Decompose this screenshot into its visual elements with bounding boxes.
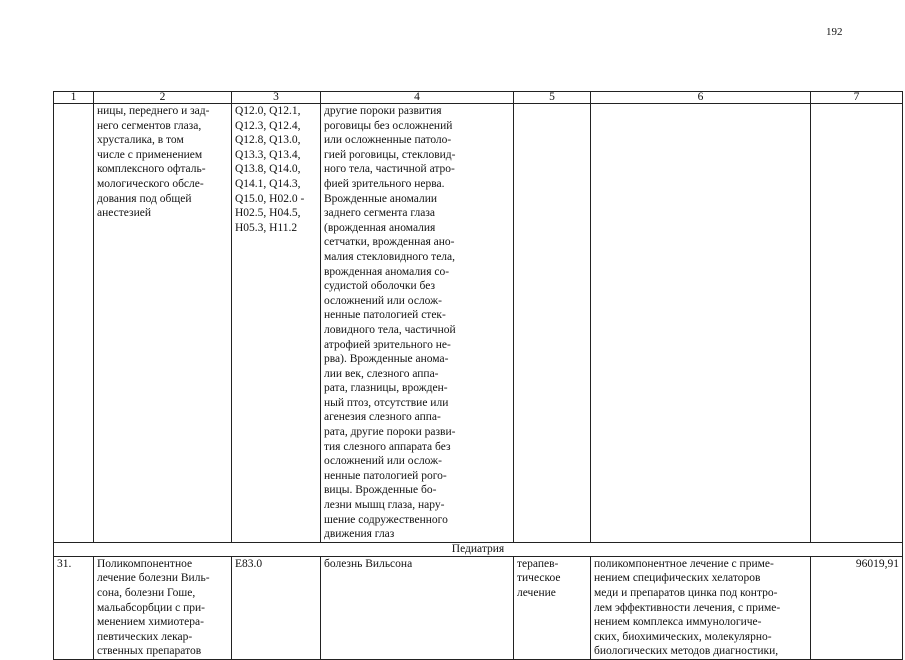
column-header-2: 2: [94, 92, 232, 104]
column-number-row: [54, 92, 903, 104]
cell-number: [54, 104, 94, 543]
column-header-4: 4: [321, 92, 514, 104]
page-number: 192: [826, 26, 843, 38]
column-header-6: 6: [591, 92, 811, 104]
cell-icd-codes: Q12.0, Q12.1, Q12.3, Q12.4, Q12.8, Q13.0, Q13.3, Q13.4, Q13.8, Q14.0, Q14.1, Q14.3, Q15.0, H02.0 - H02.5, H04.5, H05.3, H11.2: [232, 104, 321, 543]
cell-number: 31.: [54, 556, 94, 659]
column-header-7: 7: [811, 92, 903, 104]
cell-patient-model: другие пороки развития роговицы без осложнений или осложненные патоло- гией роговицы, стекловид- ного тела, частичной атро- фией зрительного нерва. Врожденные аномалии заднего сегмента глаза (врожденная аномалия сетчатки, врожденная ано- малия стекловидного тела, врожденная аномалия со- судистой оболочки без осложнений или ослож- ненные патологией стек- ловидного тела, частичной атрофией зрительного не- рва). Врожденные анома- лии век, слезного аппа- рата, глазницы, врожден- ный птоз, отсутствие или агенезия слезного аппа- рата, другие пороки разви- тия слезного аппарата без осложнений или ослож- ненные патологией рого- вицы. Врожденные бо- лезни мышц глаза, нару- шение содружественного движения глаз: [321, 104, 514, 543]
cell-cost: [811, 104, 903, 543]
cell-cost: 96019,91: [811, 556, 903, 659]
table-row-continuation: [54, 104, 903, 543]
cell-treatment-type: [514, 104, 591, 543]
cell-icd-codes: E83.0: [232, 556, 321, 659]
column-header-5: 5: [514, 92, 591, 104]
cell-service-name: ницы, переднего и зад- него сегментов глаза, хрусталика, в том числе с применением комплексного офталь- мологического обсле- дования под общей анестезией: [94, 104, 232, 543]
services-table: [53, 91, 903, 660]
cell-treatment-method: поликомпонентное лечение с приме- нением специфических хелаторов меди и препаратов цинка под контро- лем эффективности лечения, с приме- нением комплекса иммунологиче- ских, биохимических, молекулярно- биологических методов диагностики,: [591, 556, 811, 659]
cell-patient-model: болезнь Вильсона: [321, 556, 514, 659]
column-header-3: 3: [232, 92, 321, 104]
cell-service-name: Поликомпонентное лечение болезни Виль- сона, болезни Гоше, мальабсорбции с при- менением химиотера- певтических лекар- ственных препаратов: [94, 556, 232, 659]
section-title: Педиатрия: [54, 542, 903, 556]
cell-treatment-type: терапев- тическое лечение: [514, 556, 591, 659]
column-header-1: 1: [54, 92, 94, 104]
table-row-31: [54, 556, 903, 659]
cell-treatment-method: [591, 104, 811, 543]
section-row: [54, 542, 903, 556]
